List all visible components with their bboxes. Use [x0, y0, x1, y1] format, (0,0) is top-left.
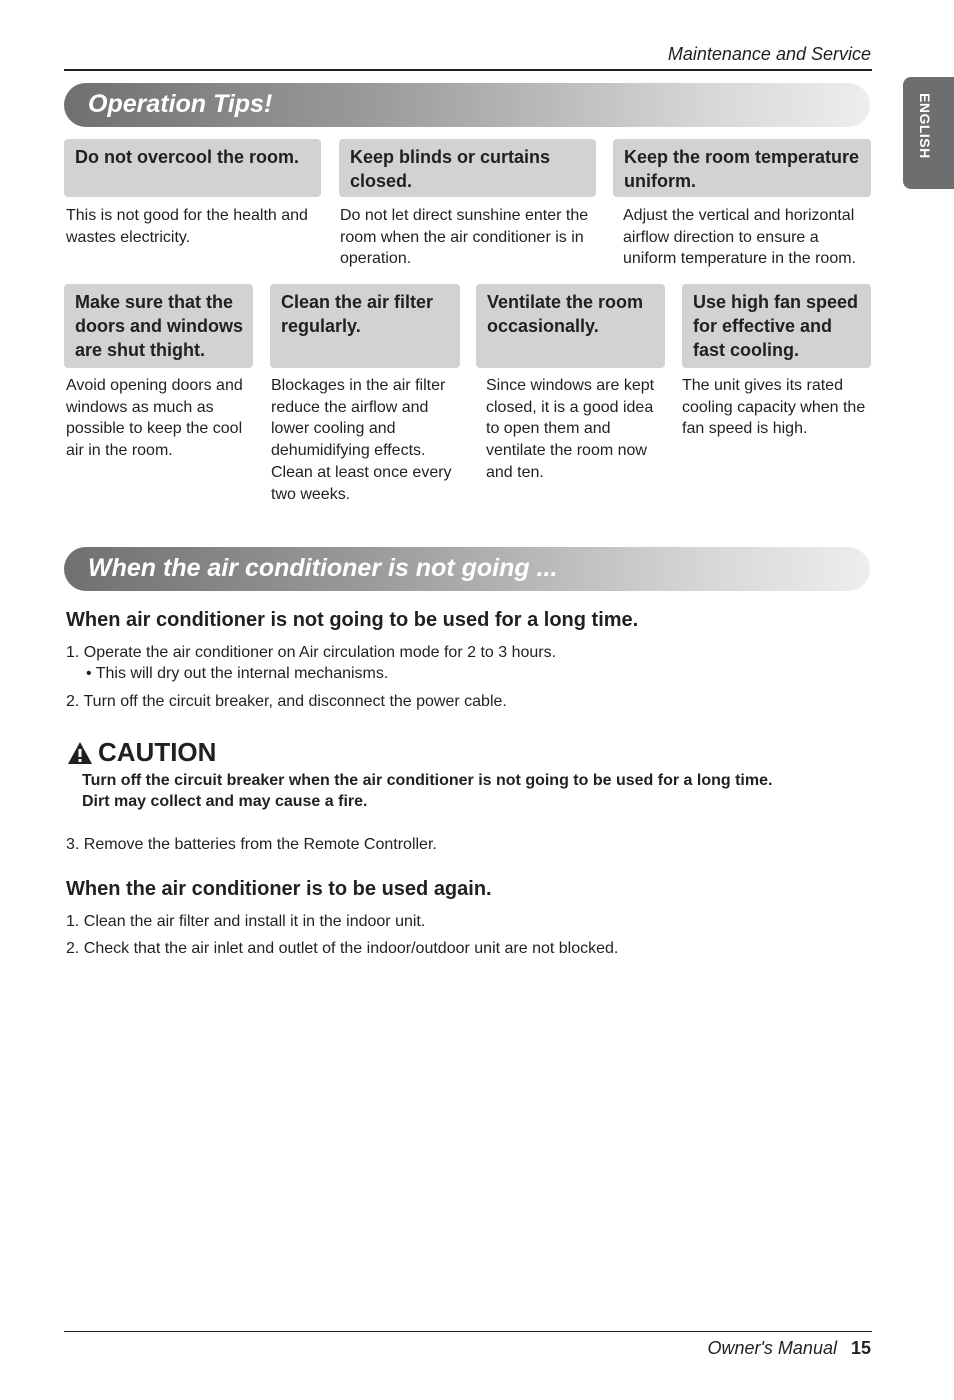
long-time-step-1: 1. Operate the air conditioner on Air circulation mode for 2 to 3 hours.	[66, 644, 557, 661]
tip-desc-ventilate: Since windows are kept closed, it is a good idea to open them and ventilate the room now and ten.	[486, 377, 655, 481]
header-rule	[64, 69, 872, 71]
language-tab-label: ENGLISH	[917, 93, 933, 159]
not-going-banner	[64, 547, 870, 591]
manual-label: Owner's Manual	[707, 1338, 837, 1358]
long-time-heading: When air conditioner is not going to be used for a long time.	[66, 609, 639, 631]
used-again-step-2: 2. Check that the air inlet and outlet of the indoor/outdoor unit are not blocked.	[66, 940, 619, 957]
operation-tips-banner	[64, 83, 870, 127]
tip-title-overcool: Do not overcool the room.	[64, 139, 321, 197]
caution-heading	[67, 737, 216, 768]
tip-title-fan-speed: Use high fan speed for effective and fast cooling.	[682, 284, 871, 368]
tip-title-temperature: Keep the room temperature uniform.	[613, 139, 871, 197]
tip-title-doors: Make sure that the doors and windows are shut thight.	[64, 284, 253, 368]
caution-line-2: Dirt may collect and may cause a fire.	[82, 793, 368, 810]
tip-desc-blinds: Do not let direct sunshine enter the room when the air conditioner is in operation.	[340, 207, 589, 268]
tip-desc-doors: Avoid opening doors and windows as much as possible to keep the cool air in the room.	[66, 377, 243, 460]
tip-desc-fan-speed: The unit gives its rated cooling capacity when the fan speed is high.	[682, 377, 866, 438]
tip-title-blinds: Keep blinds or curtains closed.	[339, 139, 596, 197]
footer-rule	[64, 1331, 872, 1332]
used-again-step-1: 1. Clean the air filter and install it in the indoor unit.	[66, 913, 426, 930]
tip-desc-filter: Blockages in the air filter reduce the airflow and lower cooling and dehumidifying effects. Clean at least once every two weeks.	[271, 377, 452, 503]
language-tab	[903, 77, 954, 189]
warning-icon	[67, 741, 93, 765]
tip-title-ventilate: Ventilate the room occasionally.	[476, 284, 665, 368]
tip-desc-temperature: Adjust the vertical and horizontal airflow direction to ensure a uniform temperature in the room.	[623, 207, 856, 268]
section-header: Maintenance and Service	[667, 44, 871, 64]
long-time-step-3: 3. Remove the batteries from the Remote Controller.	[66, 836, 437, 853]
caution-line-1: Turn off the circuit breaker when the air conditioner is not going to be used for a long time.	[82, 772, 773, 789]
tip-desc-overcool: This is not good for the health and wastes electricity.	[66, 207, 308, 246]
caution-label: CAUTION	[98, 737, 217, 767]
page-number: 15	[850, 1338, 871, 1358]
tip-title-filter: Clean the air filter regularly.	[270, 284, 460, 368]
long-time-step-2: 2. Turn off the circuit breaker, and disconnect the power cable.	[66, 693, 507, 710]
used-again-heading: When the air conditioner is to be used again.	[66, 878, 492, 900]
not-going-title: When the air conditioner is not going ...	[88, 554, 558, 582]
page-footer	[707, 1338, 871, 1359]
operation-tips-title: Operation Tips!	[88, 90, 273, 118]
long-time-step-1-note: • This will dry out the internal mechanisms.	[86, 665, 389, 682]
